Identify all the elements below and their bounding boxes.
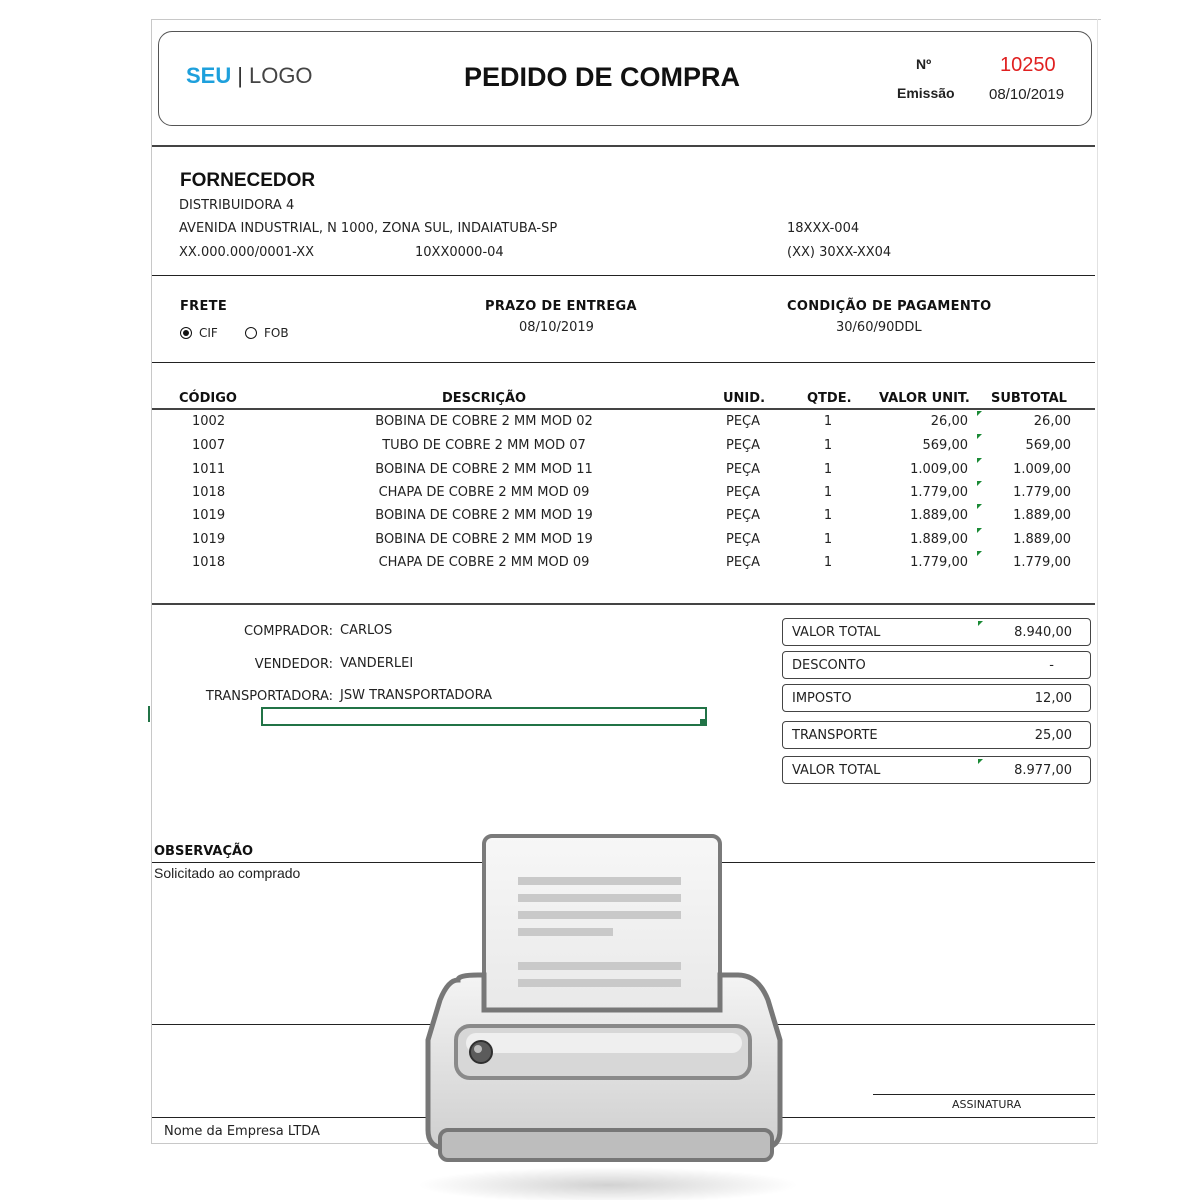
cell-flag: [978, 759, 983, 764]
logo-primary: SEU: [186, 63, 232, 88]
notes-text[interactable]: Solicitado ao comprado: [154, 865, 301, 881]
row-subtotal[interactable]: 1.889,00: [1013, 508, 1071, 523]
row-qty[interactable]: 1: [823, 555, 833, 570]
row-subtotal[interactable]: 1.779,00: [1013, 485, 1071, 500]
buyer-label: COMPRADOR:: [243, 624, 333, 639]
table-header-divider: [152, 408, 1095, 410]
row-code[interactable]: 1011: [192, 462, 226, 477]
supplier-phone[interactable]: (XX) 30XX-XX04: [787, 245, 892, 260]
supplier-code[interactable]: 18XXX-004: [787, 221, 860, 236]
row-description[interactable]: BOBINA DE COBRE 2 MM MOD 19: [375, 508, 593, 523]
sheet-border: [1097, 19, 1098, 1144]
order-number-label: Nº: [916, 56, 932, 72]
total-box-net[interactable]: [782, 756, 1091, 784]
carrier-value[interactable]: JSW TRANSPORTADORA: [340, 688, 493, 703]
row-subtotal[interactable]: 1.779,00: [1013, 555, 1071, 570]
total-label: VALOR TOTAL: [792, 763, 881, 778]
row-unit[interactable]: PEÇA: [725, 532, 761, 547]
total-box-transport[interactable]: [782, 721, 1091, 749]
total-value: 8.977,00: [1014, 763, 1072, 778]
seller-value[interactable]: VANDERLEI: [340, 656, 414, 671]
delivery-date[interactable]: 08/10/2019: [519, 320, 594, 335]
cell-flag: [977, 411, 982, 416]
cell-flag: [978, 621, 983, 626]
company-logo: [186, 63, 313, 89]
cell-flag: [977, 551, 982, 556]
row-code[interactable]: 1007: [192, 438, 226, 453]
row-code[interactable]: 1019: [192, 508, 226, 523]
total-box-tax[interactable]: [782, 684, 1091, 712]
cell-flag: [977, 504, 982, 509]
supplier-name[interactable]: DISTRIBUIDORA 4: [179, 198, 295, 213]
row-unit-price[interactable]: 1.779,00: [910, 485, 968, 500]
logo-separator: |: [237, 63, 243, 88]
row-subtotal[interactable]: 1.889,00: [1013, 532, 1071, 547]
row-description[interactable]: CHAPA DE COBRE 2 MM MOD 09: [378, 485, 590, 500]
emission-date[interactable]: 08/10/2019: [989, 86, 1065, 103]
delivery-label: PRAZO DE ENTREGA: [485, 299, 637, 314]
row-unit-price[interactable]: 1.889,00: [910, 508, 968, 523]
row-code[interactable]: 1019: [192, 532, 226, 547]
total-box-discount[interactable]: [782, 651, 1091, 679]
row-subtotal[interactable]: 26,00: [1033, 414, 1071, 429]
total-box-gross[interactable]: [782, 618, 1091, 646]
row-qty[interactable]: 1: [823, 438, 833, 453]
divider: [152, 145, 1095, 147]
sheet-border: [151, 19, 152, 1144]
carrier-label: TRANSPORTADORA:: [205, 689, 333, 704]
cell-flag: [977, 458, 982, 463]
total-label: IMPOSTO: [792, 691, 852, 706]
freight-label: FRETE: [180, 299, 228, 314]
payment-label: CONDIÇÃO DE PAGAMENTO: [787, 299, 992, 314]
supplier-address[interactable]: AVENIDA INDUSTRIAL, N 1000, ZONA SUL, INDAIATUBA-SP: [179, 221, 558, 236]
cell-flag: [977, 434, 982, 439]
row-code[interactable]: 1018: [192, 485, 226, 500]
divider: [152, 603, 1095, 605]
col-header-code: CÓDIGO: [179, 391, 237, 406]
freight-cif-radio[interactable]: [180, 327, 192, 339]
col-header-unit: UNID.: [723, 391, 766, 406]
divider: [152, 362, 1095, 363]
row-unit-price[interactable]: 1.779,00: [910, 555, 968, 570]
order-number-value[interactable]: 10250: [1000, 54, 1056, 76]
row-code[interactable]: 1018: [192, 555, 226, 570]
supplier-cnpj[interactable]: XX.000.000/0001-XX: [179, 245, 315, 260]
total-label: DESCONTO: [792, 658, 866, 673]
total-value: 8.940,00: [1014, 625, 1072, 640]
freight-cif-label: CIF: [199, 326, 218, 340]
row-unit-price[interactable]: 26,00: [930, 414, 968, 429]
supplier-ie[interactable]: 10XX0000-04: [415, 245, 504, 260]
seller-label: VENDEDOR:: [254, 657, 333, 672]
page-title: PEDIDO DE COMPRA: [464, 62, 741, 92]
col-header-unit-price: VALOR UNIT.: [879, 391, 970, 406]
emission-label: Emissão: [897, 85, 955, 101]
row-unit[interactable]: PEÇA: [725, 508, 761, 523]
sheet-border: [151, 19, 1101, 20]
row-qty[interactable]: 1: [823, 508, 833, 523]
buyer-value[interactable]: CARLOS: [340, 623, 393, 638]
row-description[interactable]: BOBINA DE COBRE 2 MM MOD 11: [375, 462, 593, 477]
supplier-title: FORNECEDOR: [180, 170, 316, 191]
notes-label: OBSERVAÇÃO: [154, 844, 254, 859]
footer-company-name: Nome da Empresa LTDA: [164, 1124, 320, 1139]
printer-icon[interactable]: [418, 830, 798, 1200]
row-unit-price[interactable]: 569,00: [922, 438, 968, 453]
row-description[interactable]: TUBO DE COBRE 2 MM MOD 07: [382, 438, 586, 453]
col-header-description: DESCRIÇÃO: [442, 391, 527, 406]
row-unit[interactable]: PEÇA: [725, 438, 761, 453]
row-description[interactable]: CHAPA DE COBRE 2 MM MOD 09: [378, 555, 590, 570]
row-unit[interactable]: PEÇA: [725, 555, 761, 570]
col-header-qty: QTDE.: [807, 391, 852, 406]
signature-label: ASSINATURA: [952, 1098, 1022, 1111]
selected-cell[interactable]: [261, 707, 707, 726]
signature-line: [873, 1094, 1095, 1095]
row-description[interactable]: BOBINA DE COBRE 2 MM MOD 19: [375, 532, 593, 547]
row-unit[interactable]: PEÇA: [725, 485, 761, 500]
logo-secondary: LOGO: [248, 63, 313, 88]
freight-fob-label: FOB: [264, 326, 289, 340]
row-description[interactable]: BOBINA DE COBRE 2 MM MOD 02: [375, 414, 593, 429]
cell-flag: [977, 528, 982, 533]
freight-fob-radio[interactable]: [245, 327, 257, 339]
row-unit-price[interactable]: 1.009,00: [910, 462, 968, 477]
row-code[interactable]: 1002: [192, 414, 226, 429]
row-qty[interactable]: 1: [823, 485, 833, 500]
divider: [152, 275, 1095, 276]
total-value: 25,00: [1034, 728, 1072, 743]
total-value: -: [1049, 658, 1054, 673]
row-qty[interactable]: 1: [823, 462, 833, 477]
fill-handle[interactable]: [700, 719, 705, 724]
row-unit[interactable]: PEÇA: [725, 462, 761, 477]
row-subtotal[interactable]: 569,00: [1025, 438, 1071, 453]
payment-value[interactable]: 30/60/90DDL: [836, 320, 922, 335]
row-qty[interactable]: 1: [823, 414, 833, 429]
cell-flag: [977, 481, 982, 486]
col-header-subtotal: SUBTOTAL: [991, 391, 1067, 406]
row-subtotal[interactable]: 1.009,00: [1013, 462, 1071, 477]
row-qty[interactable]: 1: [823, 532, 833, 547]
total-label: VALOR TOTAL: [792, 625, 881, 640]
row-unit[interactable]: PEÇA: [725, 414, 761, 429]
row-unit-price[interactable]: 1.889,00: [910, 532, 968, 547]
total-value: 12,00: [1034, 691, 1072, 706]
row-selection-marker: [148, 706, 150, 722]
total-label: TRANSPORTE: [792, 728, 878, 743]
